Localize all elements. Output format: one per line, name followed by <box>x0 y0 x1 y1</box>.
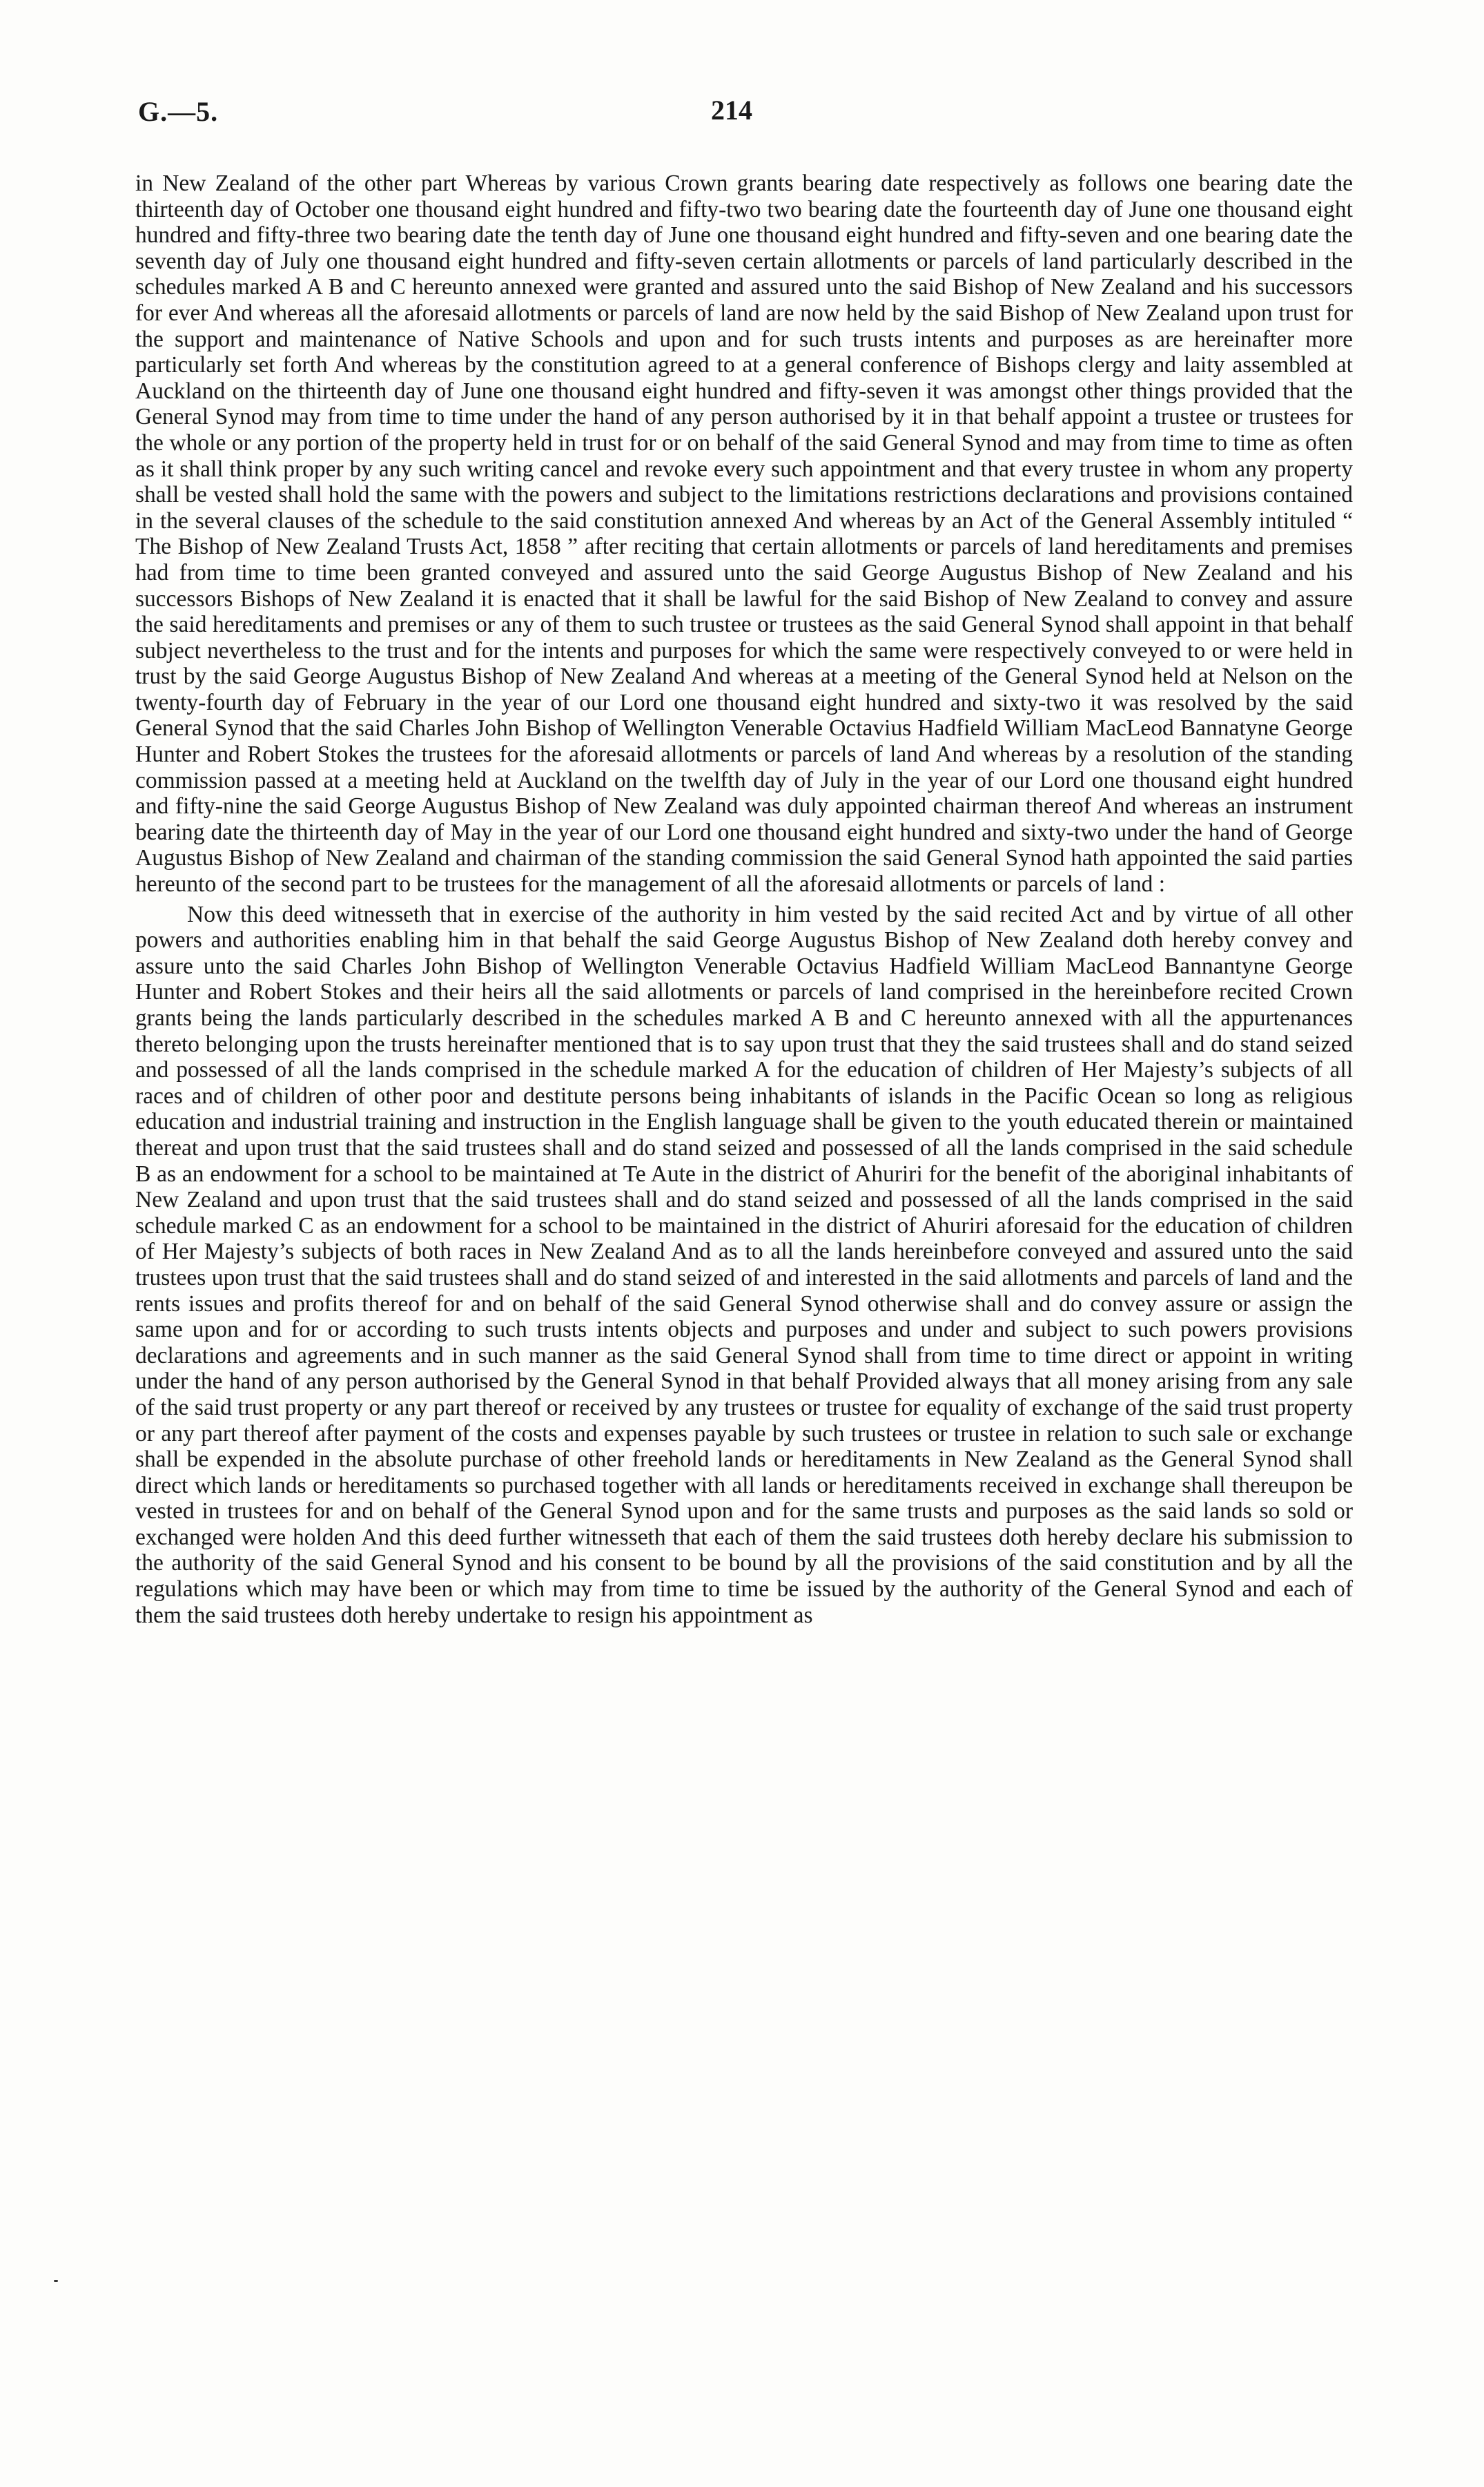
paragraph-recitals: in New Zealand of the other part Whereas by various Crown grants bearing date respectively as follows one bearing date the thirteenth day of October one thousand eight hundred and fifty-two two bearing date the fourteenth day of June one thousand eight hundred and fifty-three two bearing date the tenth day of June one thousand eight hundred and fifty-seven and one bearing date the seventh day of July one thousand eight hundred and fifty-seven certain allotments or parcels of land particularly described in the schedules marked A B and C hereunto annexed were granted and assured unto the said Bishop of New Zealand and his successors for ever And whereas all the aforesaid allotments or parcels of land are now held by the said Bishop of New Zealand upon trust for the support and maintenance of Native Schools and upon and for such trusts intents and purposes as are hereinafter more particularly set forth And whereas by the constitution agreed to at a general conference of Bishops clergy and laity assembled at Auckland on the thirteenth day of June one thousand eight hundred and fifty-seven it was amongst other things provided that the General Synod may from time to time under the hand of any person authorised by it in that behalf appoint a trustee or trustees for the whole or any portion of the property held in trust for or on behalf of the said General Synod and may from time to time as often as it shall think proper by any such writing cancel and revoke every such appointment and that every trustee in whom any property shall be vested shall hold the same with the powers and subject to the limitations restrictions declarations and provisions contained in the several clauses of the schedule to the said constitution annexed And whereas by an Act of the General Assembly intituled “ The Bishop of New Zealand Trusts Act, 1858 ” after reciting that certain allotments or parcels of land hereditaments and premises had from time to time been granted conveyed and assured unto the said George Augustus Bishop of New Zealand and his successors Bishops of New Zealand it is enacted that it shall be lawful for the said Bishop of New Zealand to convey and assure the said hereditaments and premises or any of them to such trustee or trustees as the said General Synod shall appoint in that behalf subject nevertheless to the trust and for the intents and purposes for which the same were respectively conveyed to or were held in trust by the said George Augustus Bishop of New Zealand And whereas at a meeting of the General Synod held at Nelson on the twenty-fourth day of February in the year of our Lord one thousand eight hundred and sixty-two it was resolved by the said General Synod that the said Charles John Bishop of Wellington Venerable Octavius Hadfield William MacLeod Bannatyne George Hunter and Robert Stokes the trustees for the aforesaid allotments or parcels of land And whereas by a resolution of the standing commission passed at a meeting held at Auckland on the twelfth day of July in the year of our Lord one thousand eight hundred and fifty-nine the said George Augustus Bishop of New Zealand was duly appointed chairman thereof And whereas an instrument bearing date the thirteenth day of May in the year of our Lord one thousand eight hundred and sixty-two under the hand of George Augustus Bishop of New Zealand and chairman of the standing commission the said General Synod hath appointed the said parties hereunto of the second part to be trustees for the management of all the aforesaid allotments or parcels of land : <box>135 171 1353 898</box>
page-number: 214 <box>711 95 752 126</box>
document-body <box>135 171 1353 1628</box>
scan-speck <box>54 2280 58 2282</box>
document-reference: G.—5. <box>138 96 219 127</box>
paragraph-deed-witnesseth: Now this deed witnesseth that in exercise of the authority in him vested by the said recited Act and by virtue of all other powers and authorities enabling him in that behalf the said George Augustus Bishop of New Zealand doth hereby convey and assure unto the said Charles John Bishop of Wellington Venerable Octavius Hadfield William MacLeod Bannantyne George Hunter and Robert Stokes and their heirs all the said allotments or parcels of land comprised in the hereinbefore recited Crown grants being the lands particularly described in the schedules marked A B and C hereunto annexed with all the appurtenances thereto belonging upon the trusts hereinafter mentioned that is to say upon trust that they the said trustees shall and do stand seized and possessed of all the lands comprised in the schedule marked A for the education of children of Her Majesty’s subjects of all races and of children of other poor and destitute persons being inhabitants of islands in the Pacific Ocean so long as religious education and industrial training and instruction in the English language shall be given to the youth educated therein or maintained thereat and upon trust that the said trustees shall and do stand seized and possessed of all the lands comprised in the said schedule B as an endowment for a school to be maintained at Te Aute in the district of Ahuriri for the benefit of the aboriginal inhabitants of New Zealand and upon trust that the said trustees shall and do stand seized and possessed of all the lands comprised in the said schedule marked C as an endowment for a school to be maintained in the district of Ahuriri aforesaid for the education of children of Her Majesty’s subjects of both races in New Zealand And as to all the lands hereinbefore conveyed and assured unto the said trustees upon trust that the said trustees shall and do stand seized of and interested in the said allotments and parcels of land and the rents issues and profits thereof for and on behalf of the said General Synod otherwise shall and do convey assure or assign the same upon and for or according to such trusts intents objects and purposes and under and subject to such powers provisions declarations and agreements and in such manner as the said General Synod shall from time to time direct or appoint in writing under the hand of any person authorised by the General Synod in that behalf Provided always that all money arising from any sale of the said trust property or any part thereof or received by any trustees or trustee for equality of exchange of the said trust property or any part thereof after payment of the costs and expenses payable by such trustees or trustee in relation to such sale or exchange shall be expended in the absolute purchase of other freehold lands or hereditaments in New Zealand as the General Synod shall direct which lands or hereditaments so purchased together with all lands or hereditaments received in exchange shall thereupon be vested in trustees for and on behalf of the General Synod upon and for the same trusts and purposes as the said lands so sold or exchanged were holden And this deed further witnesseth that each of them the said trustees doth hereby declare his submission to the authority of the said General Synod and his consent to be bound by all the provisions of the said constitution and by all the regulations which may have been or which may from time to time be issued by the authority of the General Synod and each of them the said trustees doth hereby undertake to resign his appointment as <box>135 901 1353 1628</box>
